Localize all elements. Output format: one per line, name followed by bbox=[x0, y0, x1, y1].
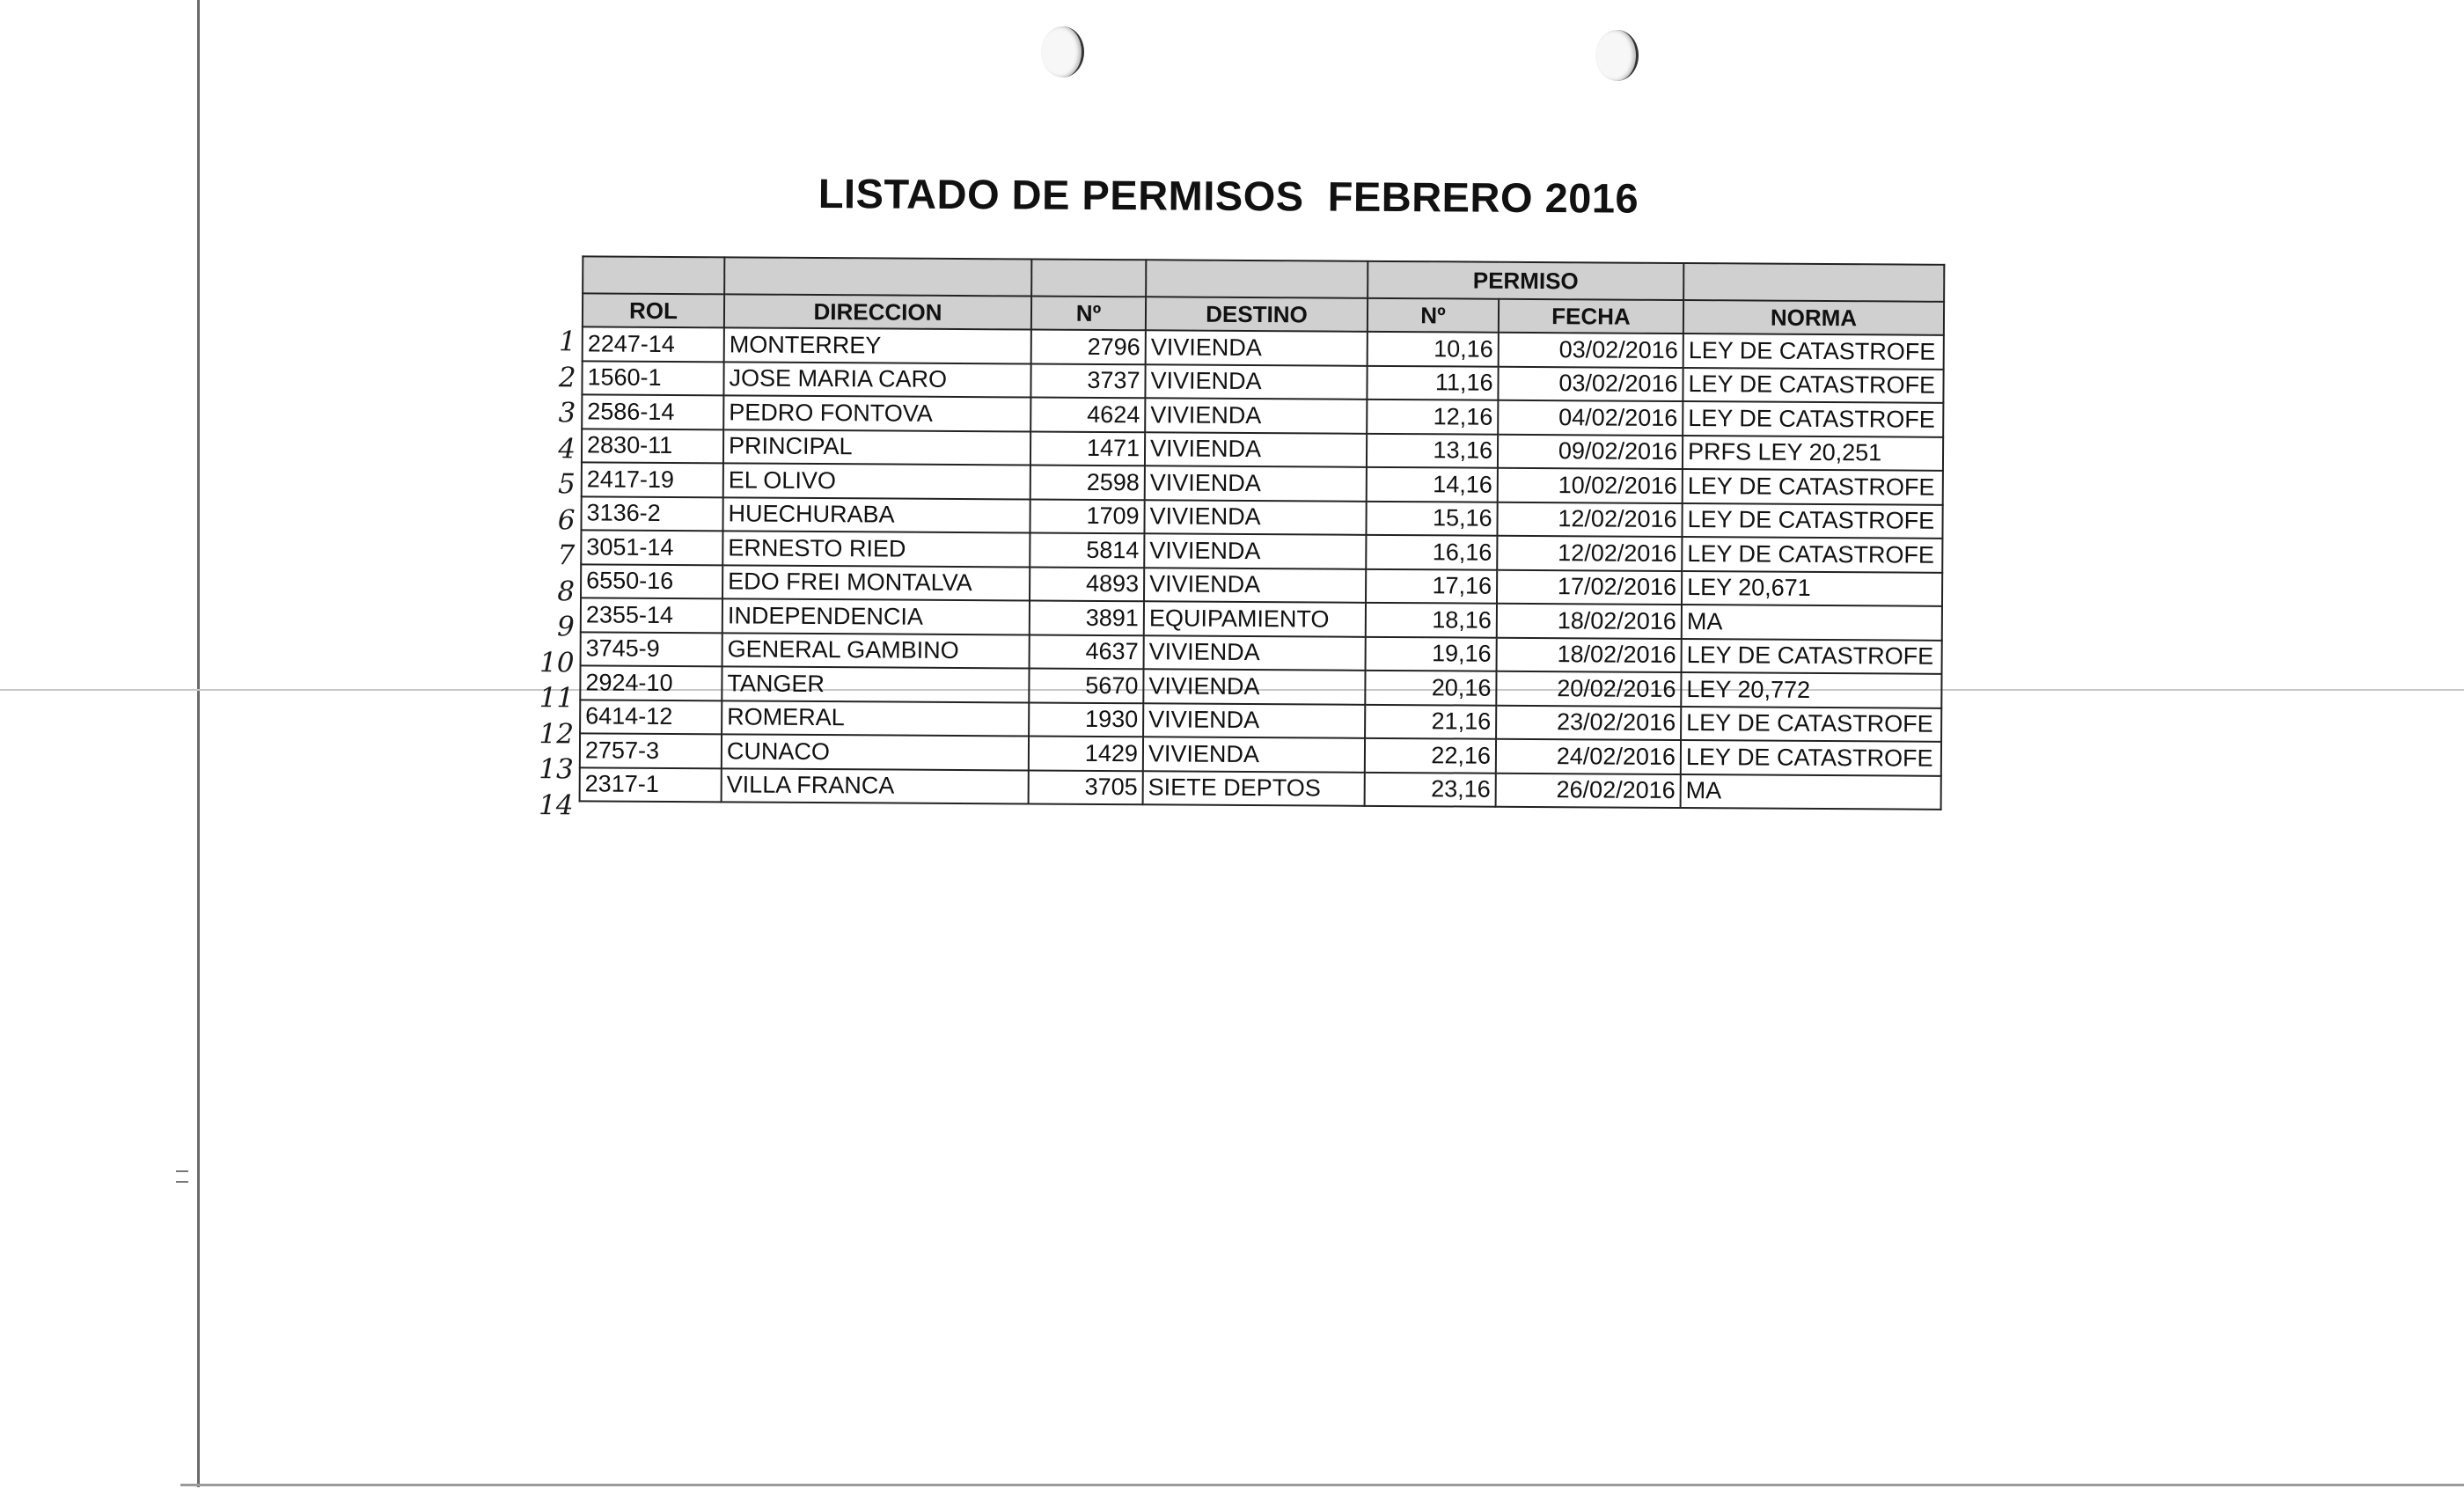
cell-permiso-numero: 17,16 bbox=[1366, 568, 1497, 603]
cell-rol: 6550-16 bbox=[581, 564, 722, 598]
cell-destino: VIVIENDA bbox=[1143, 669, 1365, 704]
page-bottom-edge bbox=[180, 1484, 2464, 1486]
cell-permiso-numero: 19,16 bbox=[1366, 636, 1497, 671]
cell-norma: LEY DE CATASTROFE bbox=[1683, 368, 1943, 403]
cell-direccion: GENERAL GAMBINO bbox=[722, 633, 1030, 669]
cell-numero: 3737 bbox=[1030, 363, 1145, 398]
cell-fecha: 20/02/2016 bbox=[1496, 671, 1681, 707]
edge-marks bbox=[176, 1170, 188, 1183]
cell-permiso-numero: 16,16 bbox=[1366, 535, 1497, 569]
cell-numero: 1930 bbox=[1029, 702, 1143, 737]
row-number: 2 bbox=[558, 361, 576, 393]
cell-norma: MA bbox=[1682, 605, 1942, 640]
cell-norma: MA bbox=[1681, 774, 1941, 810]
punch-hole bbox=[1595, 30, 1639, 81]
row-number: 9 bbox=[556, 611, 575, 643]
cell-destino: VIVIENDA bbox=[1145, 364, 1367, 400]
cell-fecha: 18/02/2016 bbox=[1497, 637, 1682, 672]
punch-hole bbox=[1041, 26, 1084, 77]
document-title: LISTADO DE PERMISOS FEBRERO 2016 bbox=[818, 170, 1639, 222]
cell-norma: LEY DE CATASTROFE bbox=[1681, 707, 1941, 742]
cell-destino: VIVIENDA bbox=[1143, 737, 1365, 772]
row-number: 8 bbox=[557, 575, 576, 607]
cell-numero: 3891 bbox=[1030, 600, 1144, 634]
cell-destino: VIVIENDA bbox=[1144, 568, 1366, 603]
cell-rol: 3051-14 bbox=[581, 530, 722, 564]
cell-rol: 3136-2 bbox=[581, 496, 722, 531]
cell-destino: VIVIENDA bbox=[1144, 533, 1366, 568]
cell-numero: 4624 bbox=[1030, 397, 1145, 431]
cell-norma: LEY DE CATASTROFE bbox=[1683, 469, 1943, 504]
cell-fecha: 09/02/2016 bbox=[1498, 434, 1683, 469]
cell-rol: 2924-10 bbox=[580, 665, 722, 700]
cell-direccion: PRINCIPAL bbox=[723, 429, 1030, 466]
cell-numero: 1429 bbox=[1029, 736, 1143, 770]
cell-numero: 4637 bbox=[1030, 634, 1144, 669]
cell-norma: LEY DE CATASTROFE bbox=[1683, 334, 1944, 369]
cell-norma: LEY DE CATASTROFE bbox=[1682, 639, 1942, 674]
cell-fecha: 12/02/2016 bbox=[1497, 502, 1682, 537]
cell-fecha: 10/02/2016 bbox=[1498, 468, 1683, 503]
cell-numero: 2796 bbox=[1031, 329, 1146, 363]
row-number: 14 bbox=[539, 788, 574, 821]
cell-direccion: EDO FREI MONTALVA bbox=[722, 565, 1030, 601]
cell-numero: 2598 bbox=[1030, 465, 1145, 499]
cell-fecha: 04/02/2016 bbox=[1498, 400, 1683, 436]
header-permiso: PERMISO bbox=[1368, 261, 1683, 300]
cell-numero: 5670 bbox=[1029, 668, 1143, 702]
cell-numero: 1471 bbox=[1030, 431, 1145, 466]
cell-destino: SIETE DEPTOS bbox=[1143, 771, 1365, 806]
page-edge bbox=[197, 0, 200, 1487]
row-number: 7 bbox=[557, 539, 576, 572]
cell-norma: LEY DE CATASTROFE bbox=[1681, 740, 1941, 775]
cell-destino: VIVIENDA bbox=[1145, 398, 1367, 433]
document bbox=[528, 167, 1954, 821]
cell-numero: 3705 bbox=[1029, 770, 1143, 804]
cell-rol: 1560-1 bbox=[582, 361, 723, 395]
cell-destino: VIVIENDA bbox=[1146, 330, 1368, 365]
cell-fecha: 23/02/2016 bbox=[1496, 705, 1681, 740]
cell-direccion: EL OLIVO bbox=[723, 463, 1030, 499]
cell-rol: 2757-3 bbox=[580, 733, 722, 767]
cell-rol: 6414-12 bbox=[580, 700, 722, 734]
cell-rol: 2586-14 bbox=[582, 394, 723, 429]
row-number: 11 bbox=[539, 682, 575, 715]
cell-permiso-numero: 18,16 bbox=[1366, 603, 1497, 637]
cell-direccion: PEDRO FONTOVA bbox=[723, 395, 1030, 431]
cell-norma: LEY 20,671 bbox=[1682, 571, 1942, 606]
handwritten-row-numbers bbox=[524, 324, 579, 823]
cell-rol: 2830-11 bbox=[582, 429, 723, 463]
row-number: 12 bbox=[539, 717, 575, 750]
cell-rol: 2247-14 bbox=[583, 326, 724, 361]
permits-table-body bbox=[580, 326, 1944, 809]
row-number: 13 bbox=[539, 753, 574, 786]
cell-direccion: ROMERAL bbox=[722, 700, 1029, 737]
header-blank bbox=[1031, 259, 1146, 297]
row-number: 5 bbox=[557, 468, 576, 501]
cell-destino: VIVIENDA bbox=[1145, 466, 1367, 501]
row-number: 1 bbox=[558, 326, 576, 358]
row-number: 10 bbox=[539, 646, 575, 678]
cell-norma: LEY DE CATASTROFE bbox=[1683, 401, 1943, 436]
cell-rol: 2355-14 bbox=[581, 598, 722, 632]
cell-fecha: 12/02/2016 bbox=[1497, 536, 1682, 571]
cell-direccion: CUNACO bbox=[722, 734, 1029, 770]
cell-direccion: TANGER bbox=[722, 666, 1029, 702]
cell-permiso-numero: 20,16 bbox=[1365, 671, 1496, 705]
cell-fecha: 03/02/2016 bbox=[1498, 366, 1683, 401]
cell-direccion: INDEPENDENCIA bbox=[722, 598, 1030, 634]
header-blank bbox=[724, 257, 1031, 296]
header-numero: Nº bbox=[1031, 296, 1146, 330]
cell-rol: 3745-9 bbox=[581, 632, 722, 666]
cell-numero: 5814 bbox=[1030, 532, 1144, 567]
permits-table bbox=[579, 255, 1946, 810]
row-number: 3 bbox=[558, 397, 576, 429]
cell-fecha: 24/02/2016 bbox=[1496, 739, 1681, 774]
cell-permiso-numero: 15,16 bbox=[1366, 501, 1497, 535]
row-number: 6 bbox=[557, 503, 576, 536]
header-destino: DESTINO bbox=[1146, 297, 1368, 332]
cell-destino: VIVIENDA bbox=[1144, 635, 1366, 671]
cell-norma: LEY DE CATASTROFE bbox=[1682, 503, 1942, 539]
header-rol: ROL bbox=[583, 293, 724, 327]
cell-permiso-numero: 10,16 bbox=[1368, 332, 1499, 366]
cell-permiso-numero: 23,16 bbox=[1365, 772, 1496, 806]
cell-direccion: JOSE MARIA CARO bbox=[723, 362, 1030, 398]
cell-rol: 2417-19 bbox=[582, 462, 723, 496]
row-number: 4 bbox=[558, 432, 576, 465]
cell-norma: LEY 20,772 bbox=[1681, 672, 1941, 708]
cell-direccion: ERNESTO RIED bbox=[722, 531, 1030, 567]
cell-destino: VIVIENDA bbox=[1143, 703, 1365, 738]
cell-direccion: MONTERREY bbox=[724, 327, 1031, 363]
header-fecha: FECHA bbox=[1499, 299, 1683, 334]
cell-fecha: 03/02/2016 bbox=[1499, 333, 1683, 368]
cell-fecha: 18/02/2016 bbox=[1497, 604, 1682, 639]
header-permiso-numero: Nº bbox=[1368, 298, 1499, 333]
header-blank bbox=[1146, 260, 1368, 298]
header-direccion: DIRECCION bbox=[724, 294, 1031, 329]
cell-permiso-numero: 12,16 bbox=[1367, 400, 1498, 434]
cell-permiso-numero: 11,16 bbox=[1367, 365, 1498, 400]
cell-numero: 1709 bbox=[1030, 499, 1144, 533]
cell-destino: VIVIENDA bbox=[1145, 432, 1367, 467]
cell-permiso-numero: 13,16 bbox=[1367, 433, 1498, 467]
cell-fecha: 17/02/2016 bbox=[1497, 569, 1682, 605]
header-norma: NORMA bbox=[1683, 300, 1944, 335]
cell-destino: EQUIPAMIENTO bbox=[1144, 601, 1366, 636]
cell-direccion: HUECHURABA bbox=[722, 497, 1030, 533]
cell-direccion: VILLA FRANCA bbox=[722, 768, 1029, 804]
cell-rol: 2317-1 bbox=[580, 767, 722, 802]
header-blank bbox=[1683, 263, 1944, 302]
cell-permiso-numero: 22,16 bbox=[1365, 738, 1496, 773]
cell-norma: PRFS LEY 20,251 bbox=[1683, 436, 1943, 471]
cell-permiso-numero: 21,16 bbox=[1365, 704, 1496, 738]
cell-destino: VIVIENDA bbox=[1144, 500, 1366, 535]
cell-norma: LEY DE CATASTROFE bbox=[1682, 537, 1942, 572]
cell-permiso-numero: 14,16 bbox=[1367, 467, 1498, 502]
cell-fecha: 26/02/2016 bbox=[1496, 773, 1681, 808]
table-row bbox=[580, 767, 1941, 810]
cell-numero: 4893 bbox=[1030, 567, 1144, 601]
header-blank bbox=[583, 256, 724, 294]
